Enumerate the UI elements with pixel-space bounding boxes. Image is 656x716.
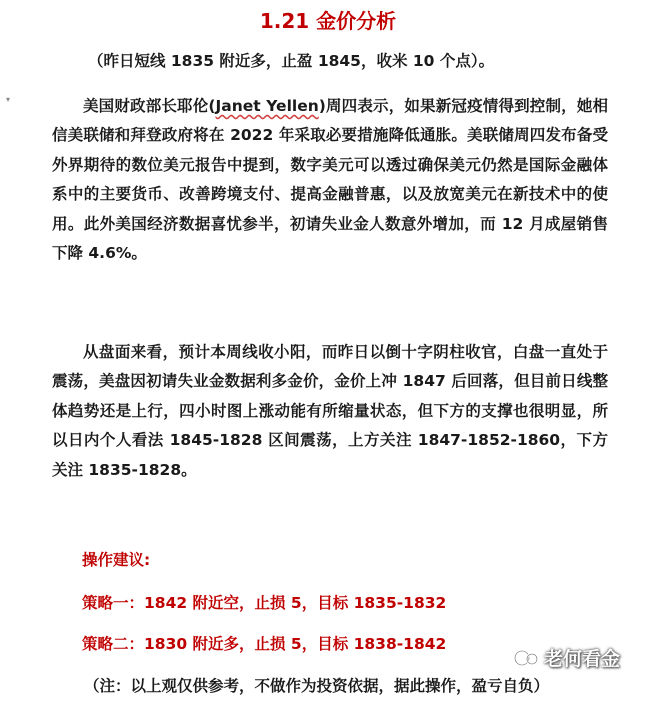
english-name: Janet Yellen bbox=[215, 97, 319, 115]
news-text-rest: )周四表示，如果新冠疫情得到控制，她相信美联储和拜登政府将在 2022 年采取必要措施降低通胀。美联储周四发布备受外界期待的数位美元报告中提到，数字美元可以透过确保美元仍然是国际金融体系中的主要货币、改善跨境支付、提高金融普惠，以及放宽美元在新技术中的使用。此外美国经济数据喜忧参半，初请失业金人数意外增加，而 12 月成屋销售下降 4.6%。 bbox=[52, 97, 608, 263]
camera-icon bbox=[512, 645, 540, 669]
market-analysis-paragraph: 从盘面来看，预计本周线收小阳，而昨日以倒十字阴柱收官，白盘一直处于震荡，美盘因初请失业金数据利多金价，金价上冲 1847 后回落，但目前日线整体趋势还是上行，四小时图上涨动能有所缩量状态，但下方的支撑也很明显，所以日内个人看法 1845-1828 区间震荡，上方关注 1847-1852-1860，下方关注 1835-1828。 bbox=[52, 343, 608, 479]
page-title: 1.21 金价分析 bbox=[259, 9, 397, 33]
watermark-text: 老何看金 bbox=[544, 647, 621, 670]
watermark bbox=[512, 640, 620, 674]
disclaimer-note: （注：以上观仅供参考，不做作为投资依据，据此操作，盈亏自负） bbox=[84, 677, 550, 695]
yesterday-summary: （昨日短线 1835 附近多，止盈 1845，收米 10 个点）。 bbox=[88, 52, 495, 70]
news-text-start: 美国财政部长耶伦( bbox=[83, 97, 216, 115]
advice-heading: 操作建议: bbox=[82, 551, 151, 569]
strategy-one: 策略一：1842 附近空，止损 5，目标 1835-1832 bbox=[82, 594, 447, 612]
strategy-two: 策略二：1830 附近多，止损 5，目标 1838-1842 bbox=[82, 635, 447, 653]
margin-marker-icon: ▾ bbox=[6, 95, 11, 104]
news-paragraph bbox=[52, 92, 608, 268]
